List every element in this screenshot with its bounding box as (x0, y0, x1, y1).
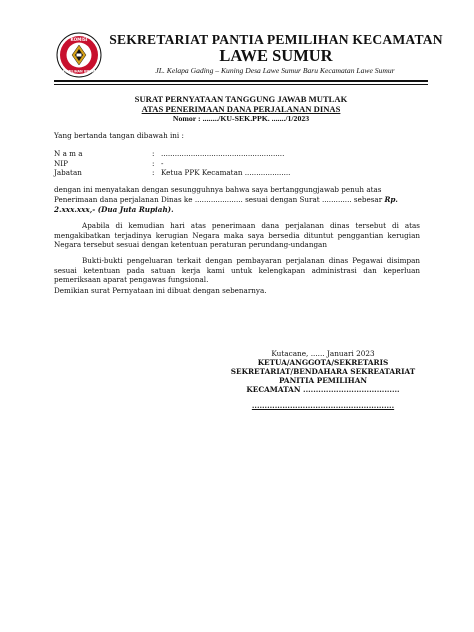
header-district: LAWE SUMUR (219, 46, 333, 65)
para3-text: Bukti-bukti pengeluaran terkait dengan pembayaran perjalanan dinas Pegawai disimpan sesuai ketentuan pada satuan kerja kami untuk kelengkapan administrasi dan keperluan pemeriksaan aparat pengawas fungsional. (54, 256, 420, 285)
doc-number: Nomor : ......../KU-SEK.PPK. ......./1/2023 (172, 114, 310, 123)
para1-line2 (54, 195, 398, 204)
header-rule-thick (54, 80, 428, 82)
signature-role-3: PANITIA PEMILIHAN (278, 376, 368, 385)
header-rule-thin (54, 84, 428, 85)
intro-text: Yang bertanda tangan dibawah ini : (54, 131, 184, 140)
para2 (54, 221, 420, 250)
header-institution: SEKRETARIAT PANTIA PEMILIHAN KECAMATAN (109, 32, 443, 47)
field-label-position: Jabatan (54, 168, 82, 177)
field-label-nip: NIP (54, 159, 68, 168)
para2-text: Apabila di kemudian hari atas penerimaan dana perjalanan dinas tersebut di atas mengakibatkan terjadinya kerugian Negara maka saya bersedia dituntut penggantian kerugian Negara tersebut sesuai dengan ketentuan peraturan perundang-undangan (54, 221, 420, 250)
field-sep-name: : (152, 149, 155, 158)
para1-amount: 2.xxx.xxx,- (Dua Juta Rupiah). (54, 205, 174, 214)
kpu-logo (56, 32, 102, 78)
para1-line2-text: Penerimaan dana perjalanan Dinas ke ..................... sesuai dengan Surat ............. sebesar (54, 195, 383, 204)
signature-name-line: ........................................................ (251, 401, 395, 410)
para1-line1: dengan ini menyatakan dengan sesungguhnya bahwa saya bertanggungjawab penuh atas (54, 185, 382, 194)
field-value-nip: - (161, 159, 164, 168)
field-sep-position: : (152, 168, 155, 177)
para3 (54, 256, 420, 285)
field-value-name: ...................................................... (161, 149, 285, 158)
doc-subtitle: ATAS PENERIMAAN DANA PERJALANAN DINAS (141, 104, 341, 114)
doc-title: SURAT PERNYATAAN TANGGUNG JAWAB MUTLAK (134, 94, 348, 104)
signature-role-1: KETUA/ANGGOTA/SEKRETARIS (257, 358, 389, 367)
closing-text: Demikian surat Pernyataan ini dibuat dengan sebenarnya. (54, 286, 267, 295)
signature-place-date: Kutacane, ...... Januari 2023 (271, 349, 375, 358)
header-address: JL. Kelapa Gading – Kuning Desa Lawe Sumur Baru Kecamatan Lawe Sumur (155, 66, 395, 75)
logo-bottom-text: PEMILIHAN UMUM (62, 69, 96, 74)
signature-role-2: SEKRETARIAT/BENDAHARA SEKREATARIAT (230, 367, 416, 376)
para1-rp: Rp. (384, 195, 398, 204)
field-label-name: N a m a (54, 149, 83, 158)
signature-role-4: KECAMATAN ...................................... (246, 385, 400, 394)
field-sep-nip: : (152, 159, 155, 168)
field-value-position: Ketua PPK Kecamatan .................... (161, 168, 291, 177)
logo-top-text: KOMISI (70, 37, 88, 43)
